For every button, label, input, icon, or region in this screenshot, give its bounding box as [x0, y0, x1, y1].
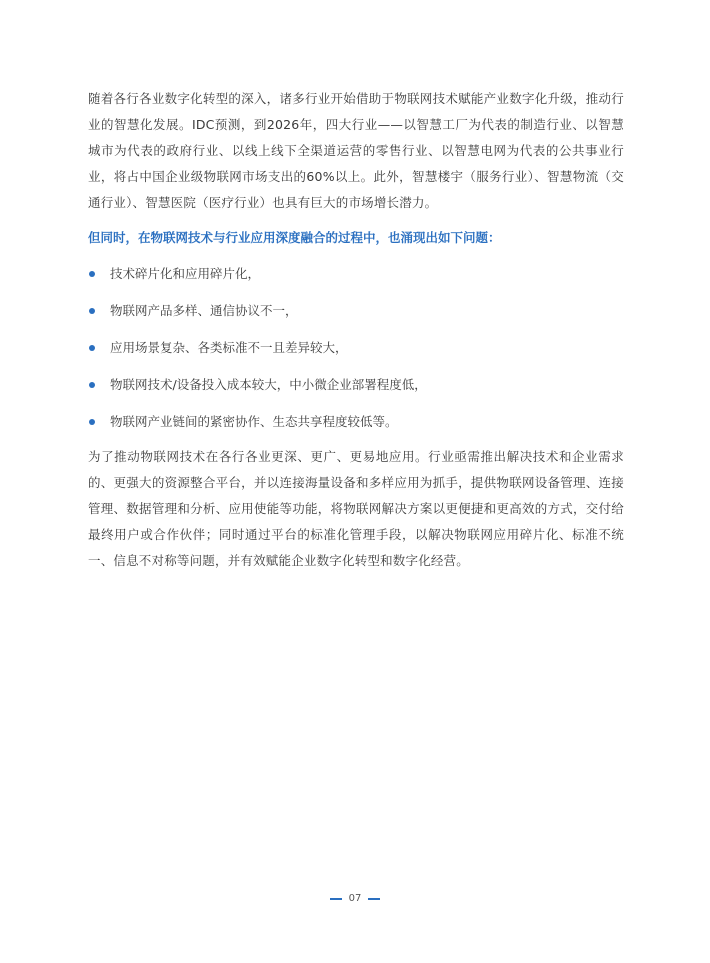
- bullet-dot-icon: [89, 345, 95, 351]
- highlight-heading: 但同时，在物联网技术与行业应用深度融合的过程中，也涌现出如下问题：: [88, 230, 501, 245]
- page-number: 07: [348, 893, 362, 904]
- list-item: [88, 264, 628, 301]
- conclusion-paragraph: 为了推动物联网技术在各行各业更深、更广、更易地应用。行业亟需推出解决技术和企业需求的、更强大的资源整合平台，并以连接海量设备和多样应用为抓手，提供物联网设备管理、连接管理、数据管理和分析、应用使能等功能，将物联网解决方案以更便捷和更高效的方式，交付给最终用户或合作伙伴；同时通过平台的标准化管理手段，以解决物联网应用碎片化、标准不统一、信息不对称等问题，并有效赋能企业数字化转型和数字化经营。: [88, 449, 624, 568]
- list-item-text: 物联网技术/设备投入成本较大，中小微企业部署程度低，: [110, 377, 427, 392]
- intro-paragraph: 随着各行各业数字化转型的深入，诸多行业开始借助于物联网技术赋能产业数字化升级，推动行业的智慧化发展。IDC预测，到2026年，四大行业——以智慧工厂为代表的制造行业、以智慧城市为代表的政府行业、以线上线下全渠道运营的零售行业、以智慧电网为代表的公共事业行业，将占中国企业级物联网市场支出的60%以上。此外，智慧楼宇（服务行业）、智慧物流（交通行业）、智慧医院（医疗行业）也具有巨大的市场增长潜力。: [88, 91, 624, 210]
- page-footer: [0, 893, 710, 905]
- list-item: [88, 338, 628, 375]
- list-item-text: 物联网产品多样、通信协议不一，: [110, 303, 298, 318]
- list-item-text: 技术碎片化和应用碎片化，: [110, 266, 261, 281]
- list-item: [88, 301, 628, 338]
- bullet-dot-icon: [89, 419, 95, 425]
- footer-right-dash: [368, 898, 380, 900]
- bullet-dot-icon: [89, 308, 95, 314]
- bullet-dot-icon: [89, 382, 95, 388]
- bullet-dot-icon: [89, 271, 95, 277]
- footer-left-dash: [330, 898, 342, 900]
- list-item-text: 应用场景复杂、各类标准不一且差异较大，: [110, 340, 348, 355]
- issue-list: [88, 264, 628, 449]
- list-item: [88, 375, 628, 412]
- list-item-text: 物联网产业链间的紧密协作、生态共享程度较低等。: [110, 414, 398, 429]
